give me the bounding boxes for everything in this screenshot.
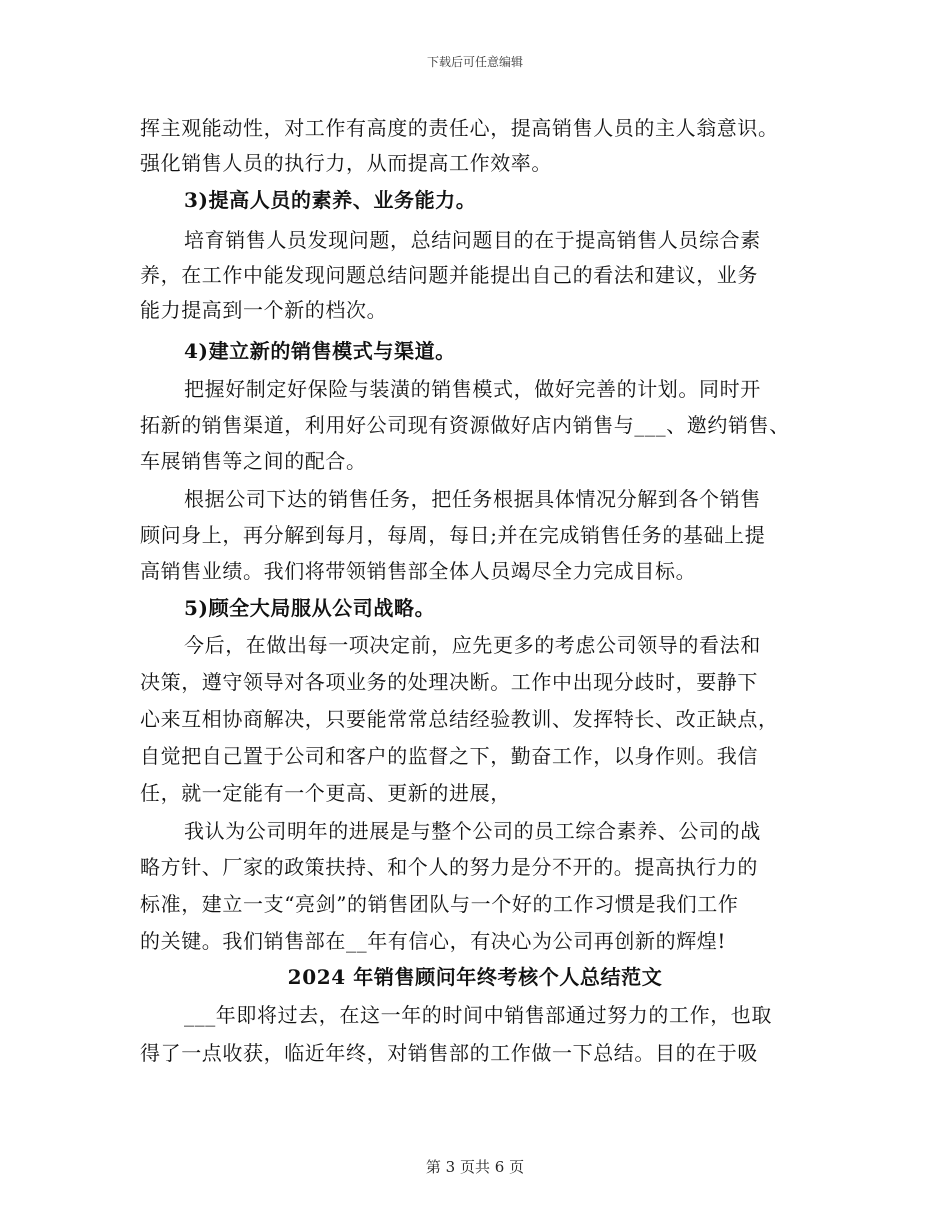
body-line: 的关键。我们销售部在__年有信心，有决心为公司再创新的辉煌!	[140, 929, 727, 953]
section-heading: 4)建立新的销售模式与渠道。	[184, 339, 456, 363]
body-line: 得了一点收获，临近年终，对销售部的工作做一下总结。目的在于吸	[140, 1041, 758, 1065]
body-line: 我认为公司明年的进展是与整个公司的员工综合素养、公司的战	[184, 819, 761, 843]
body-line: 车展销售等之间的配合。	[140, 449, 367, 473]
page-header: 下载后可任意编辑	[426, 55, 523, 69]
section-heading: 3)提高人员的素养、业务能力。	[184, 188, 477, 212]
body-line: 今后，在做出每一项决定前，应先更多的考虑公司领导的看法和	[184, 633, 761, 657]
body-line: 养，在工作中能发现问题总结问题并能提出自己的看法和建议，业务	[140, 263, 758, 287]
body-line: 顾问身上，再分解到每月，每周，每日;并在完成销售任务的基础上提	[140, 523, 766, 547]
body-line: 决策，遵守领导对各项业务的处理决断。工作中出现分歧时，要静下	[140, 670, 758, 694]
section-heading: 5)顾全大局服从公司战略。	[184, 596, 436, 620]
body-line: 任，就一定能有一个更高、更新的进展，	[140, 781, 511, 805]
body-line: 心来互相协商解决，只要能常常总结经验教训、发挥特长、改正缺点，	[140, 707, 779, 731]
body-line: 标准，建立一支“亮剑”的销售团队与一个好的工作习惯是我们工作	[140, 892, 739, 916]
body-line: 培育销售人员发现问题，总结问题目的在于提高销售人员综合素	[184, 228, 761, 252]
body-line: 自觉把自己置于公司和客户的监督之下，勤奋工作，以身作则。我信	[140, 744, 758, 768]
body-line: 拓新的销售渠道，利用好公司现有资源做好店内销售与___、邀约销售、	[140, 413, 790, 437]
body-line: 能力提高到一个新的档次。	[140, 298, 388, 322]
document-title: 2024 年销售顾问年终考核个人总结范文	[287, 965, 663, 989]
page-footer: 第 3 页共 6 页	[425, 1158, 525, 1176]
body-line: 根据公司下达的销售任务，把任务根据具体情况分解到各个销售	[184, 487, 761, 511]
body-line: 高销售业绩。我们将带领销售部全体人员竭尽全力完成目标。	[140, 559, 697, 583]
body-line: 强化销售人员的执行力，从而提高工作效率。	[140, 151, 552, 175]
body-line: 把握好制定好保险与装潢的销售模式，做好完善的计划。同时开	[184, 377, 761, 401]
body-line: 挥主观能动性，对工作有高度的责任心，提高销售人员的主人翁意识。	[140, 116, 779, 140]
body-line: ___年即将过去，在这一年的时间中销售部通过努力的工作，也取	[184, 1003, 772, 1027]
body-line: 略方针、厂家的政策扶持、和个人的努力是分不开的。提高执行力的	[140, 855, 758, 879]
